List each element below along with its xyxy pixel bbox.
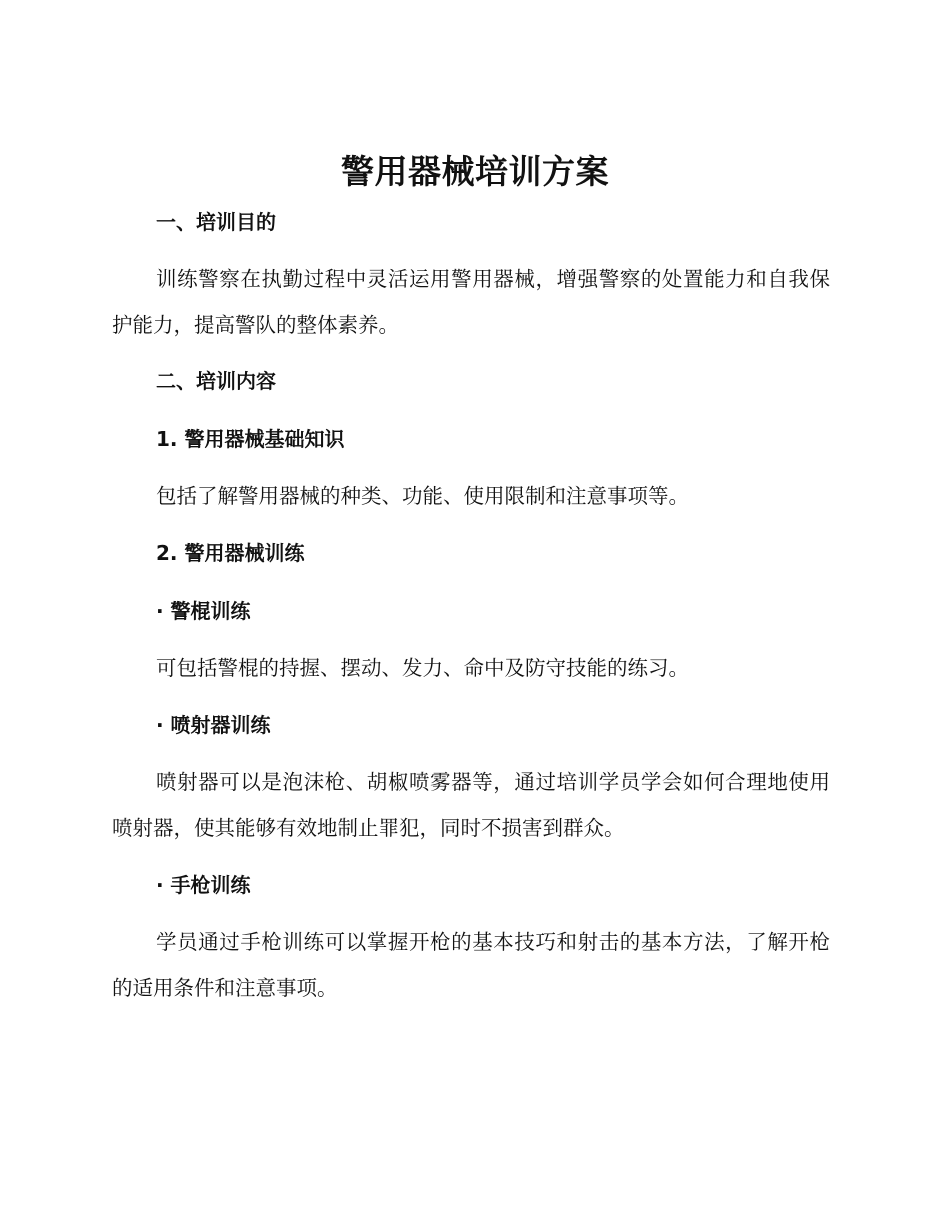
baton-paragraph: 可包括警棍的持握、摆动、发力、命中及防守技能的练习。 (156, 656, 689, 680)
section-heading-content: 二、培训内容 (156, 369, 276, 393)
purpose-paragraph: 训练警察在执勤过程中灵活运用警用器械，增强警察的处置能力和自我保护能力，提高警队的整体素养。 (112, 267, 830, 337)
bullet-heading-baton: · 警棍训练 (156, 599, 251, 623)
subheading-basic-knowledge: 1. 警用器械基础知识 (156, 427, 345, 451)
basic-knowledge-paragraph: 包括了解警用器械的种类、功能、使用限制和注意事项等。 (156, 484, 689, 508)
sprayer-paragraph: 喷射器可以是泡沫枪、胡椒喷雾器等，通过培训学员学会如何合理地使用喷射器，使其能够有效地制止罪犯，同时不损害到群众。 (112, 770, 830, 840)
handgun-paragraph: 学员通过手枪训练可以掌握开枪的基本技巧和射击的基本方法，了解开枪的适用条件和注意事项。 (112, 930, 830, 1000)
bullet-heading-sprayer: · 喷射器训练 (156, 713, 271, 737)
subheading-equipment-training: 2. 警用器械训练 (156, 541, 305, 565)
section-heading-purpose: 一、培训目的 (156, 210, 276, 234)
bullet-heading-handgun: · 手枪训练 (156, 873, 251, 897)
document-title: 警用器械培训方案 (341, 152, 609, 191)
